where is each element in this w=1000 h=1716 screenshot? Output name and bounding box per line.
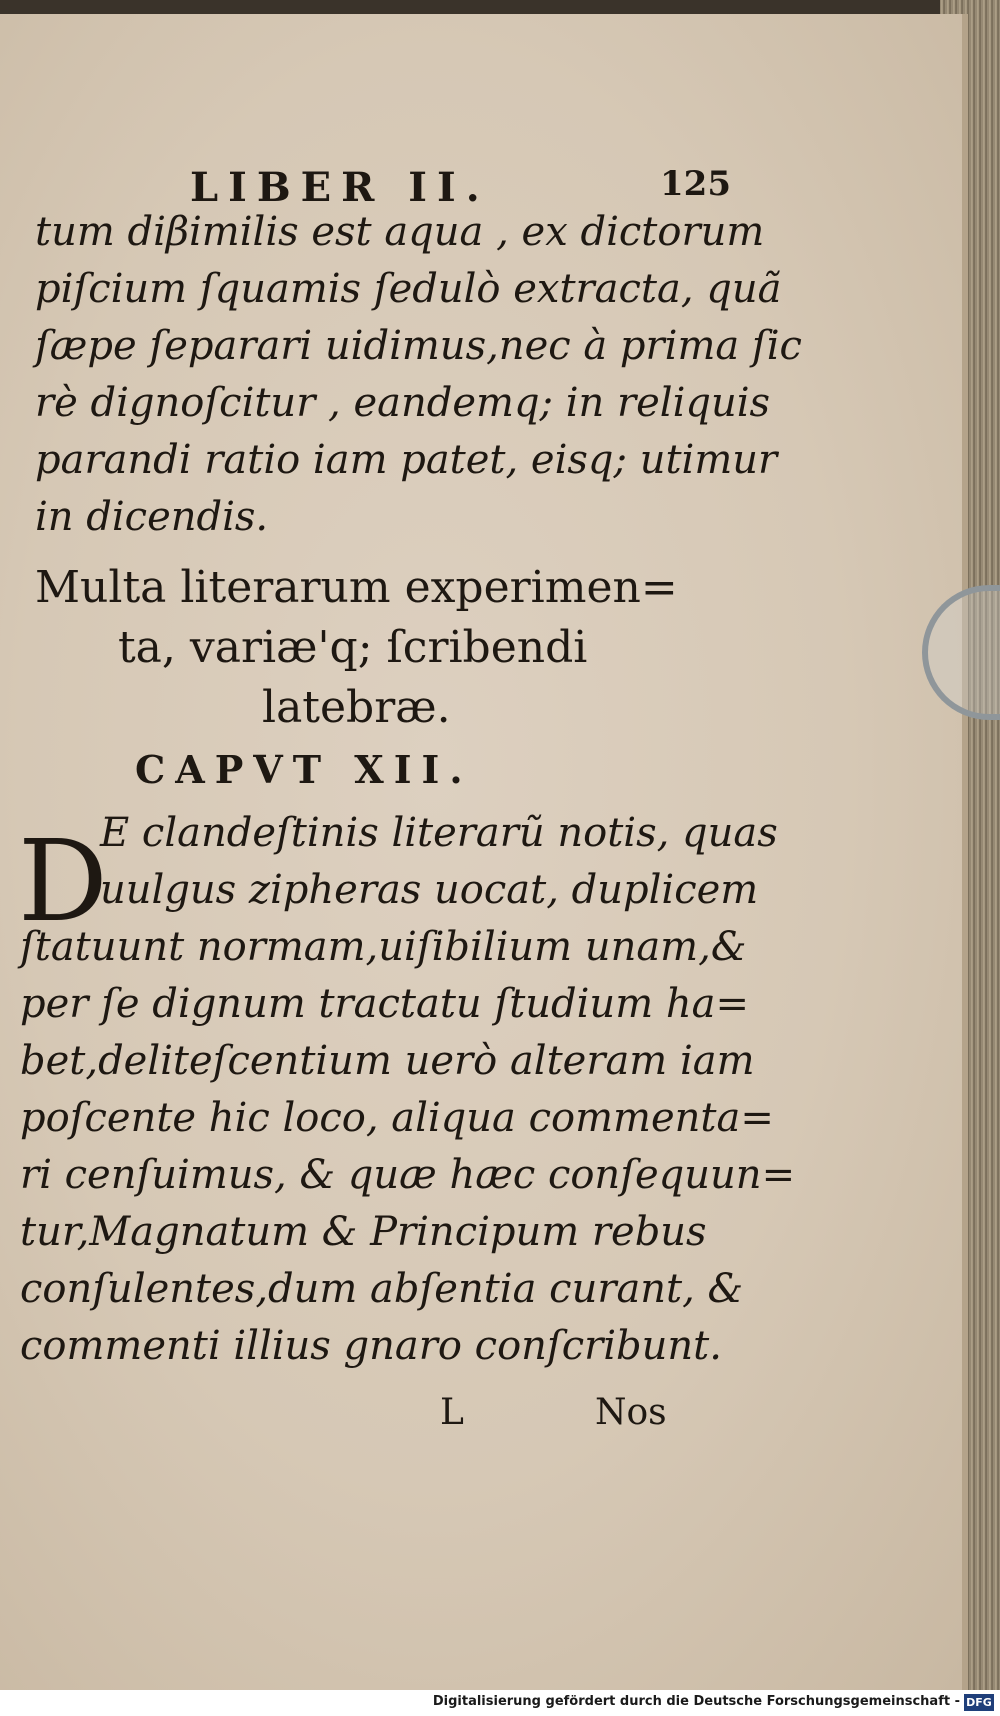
text-line: conſulentes,dum abſentia curant, & xyxy=(20,1266,744,1312)
text-line: ri cenſuimus, & quæ hæc conſequun= xyxy=(20,1152,796,1198)
text-line: bet,deliteſcentium uerò alteram iam xyxy=(20,1038,755,1084)
page-number: 125 xyxy=(660,164,731,204)
heading-line: Multa literarum experimen= xyxy=(35,562,678,613)
chapter-title: CAPVT XII. xyxy=(135,747,473,792)
text-line: piſcium ſquamis ſedulò extracta, quã xyxy=(35,266,782,312)
drop-capital: D xyxy=(18,817,108,947)
text-line: ſæpe ſeparari uidimus,nec à prima ſic xyxy=(35,323,802,369)
dfg-logo-icon: DFG xyxy=(964,1694,994,1711)
text-line: E clandeſtinis literarũ notis, quas xyxy=(100,810,778,856)
text-line: uulgus zipheras uocat, duplicem xyxy=(100,867,759,913)
text-line: tur,Magnatum & Principum rebus xyxy=(20,1209,707,1255)
text-line: commenti illius gnaro conſcribunt. xyxy=(20,1323,722,1369)
text-line: ſtatuunt normam,uiſibilium unam,& xyxy=(20,924,747,970)
text-line: parandi ratio iam patet, eisq; utimur xyxy=(35,437,778,483)
heading-line: ta, variæ'q; ſcribendi xyxy=(118,622,588,673)
text-line: rè dignoſcitur , eandemq; in reliquis xyxy=(35,380,771,426)
running-header: LIBER II. xyxy=(190,164,490,211)
top-bar xyxy=(0,0,1000,14)
footer-bar xyxy=(0,1690,1000,1716)
text-line: tum diβimilis est aqua , ex dictorum xyxy=(35,209,765,255)
text-line: in dicendis. xyxy=(35,494,269,540)
catchword: Nos xyxy=(595,1392,667,1433)
book-page xyxy=(0,14,968,1690)
text-line: per ſe dignum tractatu ſtudium ha= xyxy=(20,981,749,1027)
signature-mark: L xyxy=(440,1392,464,1433)
heading-line: latebræ. xyxy=(262,682,451,733)
footer-credit: Digitalisierung gefördert durch die Deutsche Forschungsgemeinschaft - xyxy=(432,1694,960,1709)
text-line: poſcente hic loco, aliqua commenta= xyxy=(20,1095,774,1141)
